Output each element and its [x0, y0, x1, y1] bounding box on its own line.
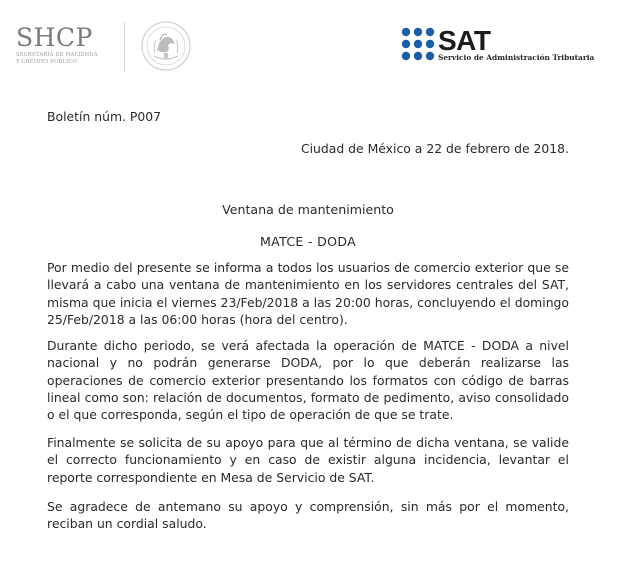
- paragraph-closing: Se agradece de antemano su apoyo y comprensión, sin más por el momento, reciban un cordial saludo.: [47, 499, 569, 532]
- sat-logo-text: SAT: [438, 25, 491, 56]
- sat-dots-icon: [400, 26, 436, 62]
- subject-title: Ventana de mantenimiento: [222, 202, 394, 217]
- national-seal-icon: [140, 20, 192, 72]
- bulletin-number: Boletín núm. P007: [47, 109, 162, 124]
- shcp-subtitle-line2: Y CRÉDITO PÚBLICO: [16, 58, 78, 65]
- shcp-subtitle-line1: SECRETARÍA DE HACIENDA: [16, 52, 98, 58]
- sat-subtitle: Servicio de Administración Tributaria: [438, 53, 595, 62]
- logo-divider: [124, 22, 125, 72]
- paragraph-impact: Durante dicho periodo, se verá afectada la operación de MATCE - DODA a nivel nacional y no podrán generarse DODA, por lo que deberán realizarse las operaciones de comercio exterior presentando los formatos con código de barras lineal como son: relación de documentos, formato de pedimento, aviso consolidado o el que corresponda, según el tipo de operación de que se trate.: [47, 338, 569, 423]
- shcp-logo: [16, 24, 128, 65]
- paragraph-request: Finalmente se solicita de su apoyo para que al término de dicha ventana, se valide el correcto funcionamiento y en caso de existir alguna incidencia, levantar el reporte correspondiente en Mesa de Servicio de SAT.: [47, 435, 569, 485]
- paragraph-announcement: Por medio del presente se informa a todos los usuarios de comercio exterior que se llevará a cabo una ventana de mantenimiento en los servidores centrales del SAT, misma que inicia el viernes 23/Feb/2018 a las 20:00 horas, concluyendo el domingo 25/Feb/2018 a las 06:00 horas (hora del centro).: [47, 260, 569, 327]
- system-name: MATCE - DODA: [259, 234, 357, 249]
- shcp-title: SHCP: [16, 23, 93, 52]
- letterhead: [0, 0, 620, 90]
- date-line: Ciudad de México a 22 de febrero de 2018.: [300, 141, 569, 156]
